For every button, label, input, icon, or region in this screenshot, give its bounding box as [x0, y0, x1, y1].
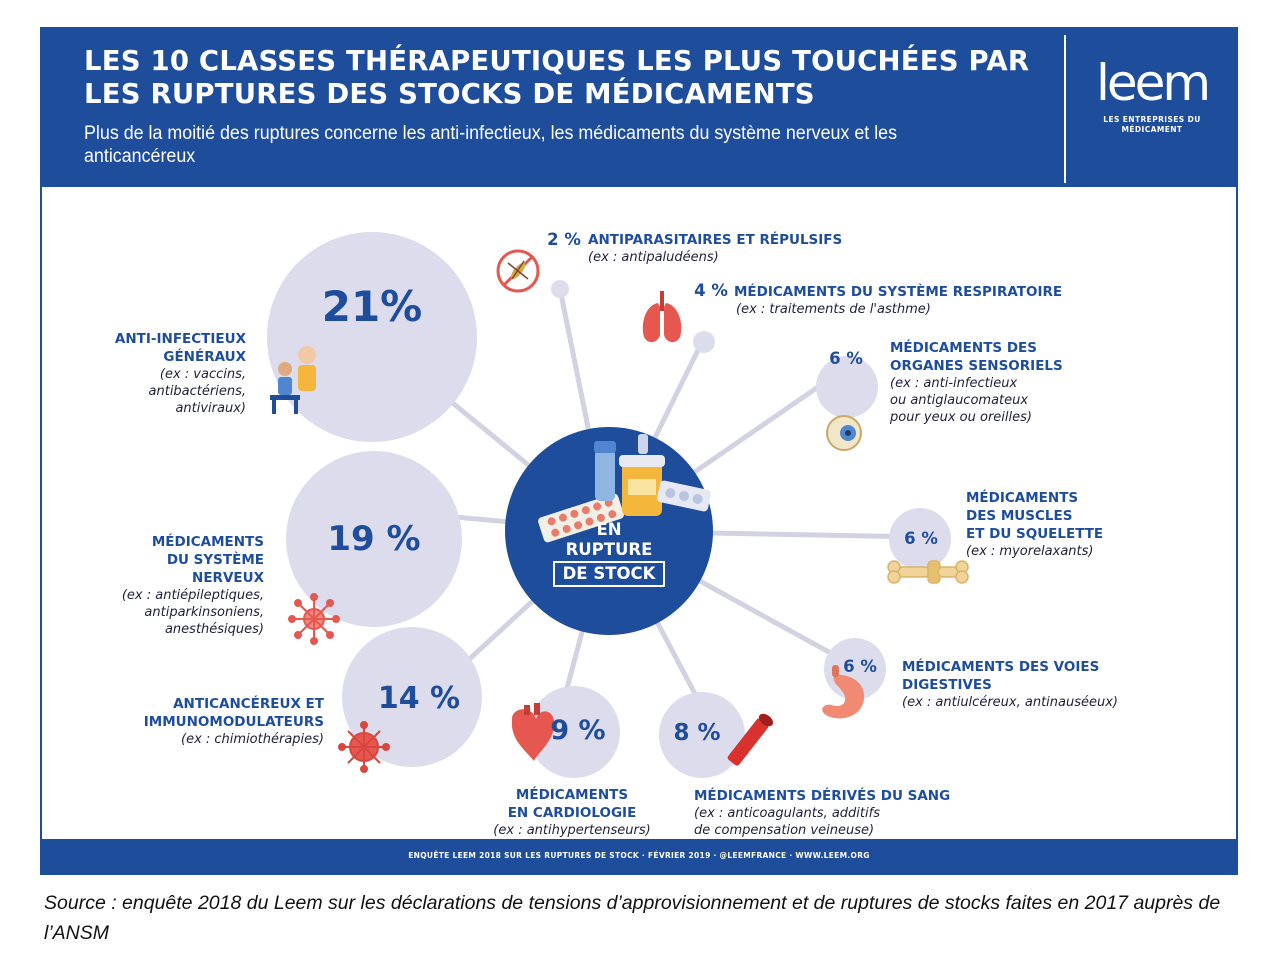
- center-label: [534, 520, 684, 587]
- class-examples: (ex : vaccins, antibactériens, antiviraux): [148, 367, 246, 416]
- class-name: MÉDICAMENTS EN CARDIOLOGIE: [507, 787, 637, 821]
- class-examples: (ex : antihypertenseurs): [493, 823, 651, 838]
- infographic-subtitle: Plus de la moitié des ruptures concerne les anti-infectieux, les médicaments du système nerveux et les anticancéreux: [84, 123, 898, 167]
- percent-organes-sensoriels: 6 %: [829, 349, 863, 368]
- class-examples: (ex : anti-infectieux ou antiglaucomateux pour yeux ou oreilles): [890, 376, 1032, 425]
- percent-voies-digestives: 6 %: [843, 657, 877, 676]
- class-name: ANTIPARASITAIRES ET RÉPULSIFS: [588, 232, 843, 248]
- label-organes-sensoriels: [890, 339, 1130, 426]
- label-voies-digestives: [902, 658, 1192, 711]
- infographic-footer: ENQUÊTE LEEM 2018 SUR LES RUPTURES DE STOCK · FÉVRIER 2019 · @LEEMFRANCE · WWW.LEEM.ORG: [42, 839, 1236, 873]
- mosquito-icon: [498, 251, 538, 291]
- percent-sang: 8 %: [673, 720, 721, 746]
- class-name: MÉDICAMENTS DÉRIVÉS DU SANG: [694, 788, 951, 804]
- label-muscles-squelette: [966, 489, 1166, 560]
- center-line-2: RUPTURE: [565, 540, 653, 559]
- class-name: MÉDICAMENTS DES MUSCLES ET DU SQUELETTE: [966, 490, 1104, 542]
- percent-muscles-squelette: 6 %: [904, 529, 938, 548]
- label-antiparasitaires: [588, 231, 948, 266]
- label-anticancereux: [88, 695, 324, 748]
- center-line-1: EN: [596, 520, 622, 539]
- class-examples: (ex : traitements de l'asthme): [736, 302, 931, 317]
- lungs-icon: [643, 291, 681, 342]
- percent-respiratoire: 4 %: [694, 281, 728, 300]
- neuron-icon: [289, 594, 339, 644]
- source-caption: Source : enquête 2018 du Leem sur les déclarations de tensions d’approvisionnement et de ruptures de stocks faites en 2017 auprès de l’ANSM: [44, 892, 1221, 944]
- bone-joint-icon: [888, 561, 968, 583]
- label-sang: [694, 787, 1014, 839]
- class-name: MÉDICAMENTS DES ORGANES SENSORIELS: [890, 340, 1063, 374]
- eye-icon: [827, 416, 861, 450]
- percent-anti-infectieux: 21%: [321, 282, 423, 331]
- logo-wordmark: leem: [1095, 54, 1209, 112]
- class-examples: (ex : anticoagulants, additifs de compensation veineuse): [694, 806, 880, 838]
- class-name: MÉDICAMENTS DES VOIES DIGESTIVES: [902, 659, 1100, 693]
- bubble-respiratoire: [693, 331, 715, 353]
- infographic-header: [42, 29, 1236, 187]
- class-examples: (ex : antipaludéens): [588, 250, 719, 265]
- bubble-antiparasitaires: [551, 280, 569, 298]
- label-respiratoire: [734, 283, 1154, 318]
- infographic-frame: [40, 27, 1238, 875]
- class-examples: (ex : antiulcéreux, antinauséeux): [902, 695, 1118, 710]
- percent-anticancereux: 14 %: [377, 681, 461, 716]
- label-systeme-nerveux: [62, 533, 264, 638]
- label-anti-infectieux: [64, 330, 246, 417]
- shortage-diagram: [42, 187, 1238, 843]
- leem-logo: [1092, 55, 1212, 135]
- class-name: MÉDICAMENTS DU SYSTÈME NERVEUX: [151, 534, 264, 586]
- class-examples: (ex : chimiothérapies): [181, 732, 324, 747]
- class-name: MÉDICAMENTS DU SYSTÈME RESPIRATOIRE: [734, 284, 1063, 300]
- infographic-title: LES 10 CLASSES THÉRAPEUTIQUES LES PLUS TOUCHÉES PAR LES RUPTURES DES STOCKS DE MÉDICAMENTS: [84, 45, 1030, 110]
- percent-cardiologie: 9 %: [550, 715, 606, 746]
- class-examples: (ex : myorelaxants): [966, 544, 1094, 559]
- label-cardiologie: [462, 786, 682, 839]
- class-name: ANTICANCÉREUX ET IMMUNOMODULATEURS: [143, 696, 324, 730]
- percent-antiparasitaires: 2 %: [547, 230, 581, 249]
- bubble-anti-infectieux: [267, 232, 477, 442]
- percent-systeme-nerveux: 19 %: [327, 519, 421, 559]
- center-line-3: DE STOCK: [553, 561, 666, 587]
- class-name: ANTI-INFECTIEUX GÉNÉRAUX: [114, 331, 246, 365]
- class-examples: (ex : antiépileptiques, antiparkinsoniens, anesthésiques): [121, 588, 264, 637]
- header-divider: [1064, 35, 1066, 183]
- logo-tagline: LES ENTREPRISES DU MÉDICAMENT: [1103, 115, 1201, 134]
